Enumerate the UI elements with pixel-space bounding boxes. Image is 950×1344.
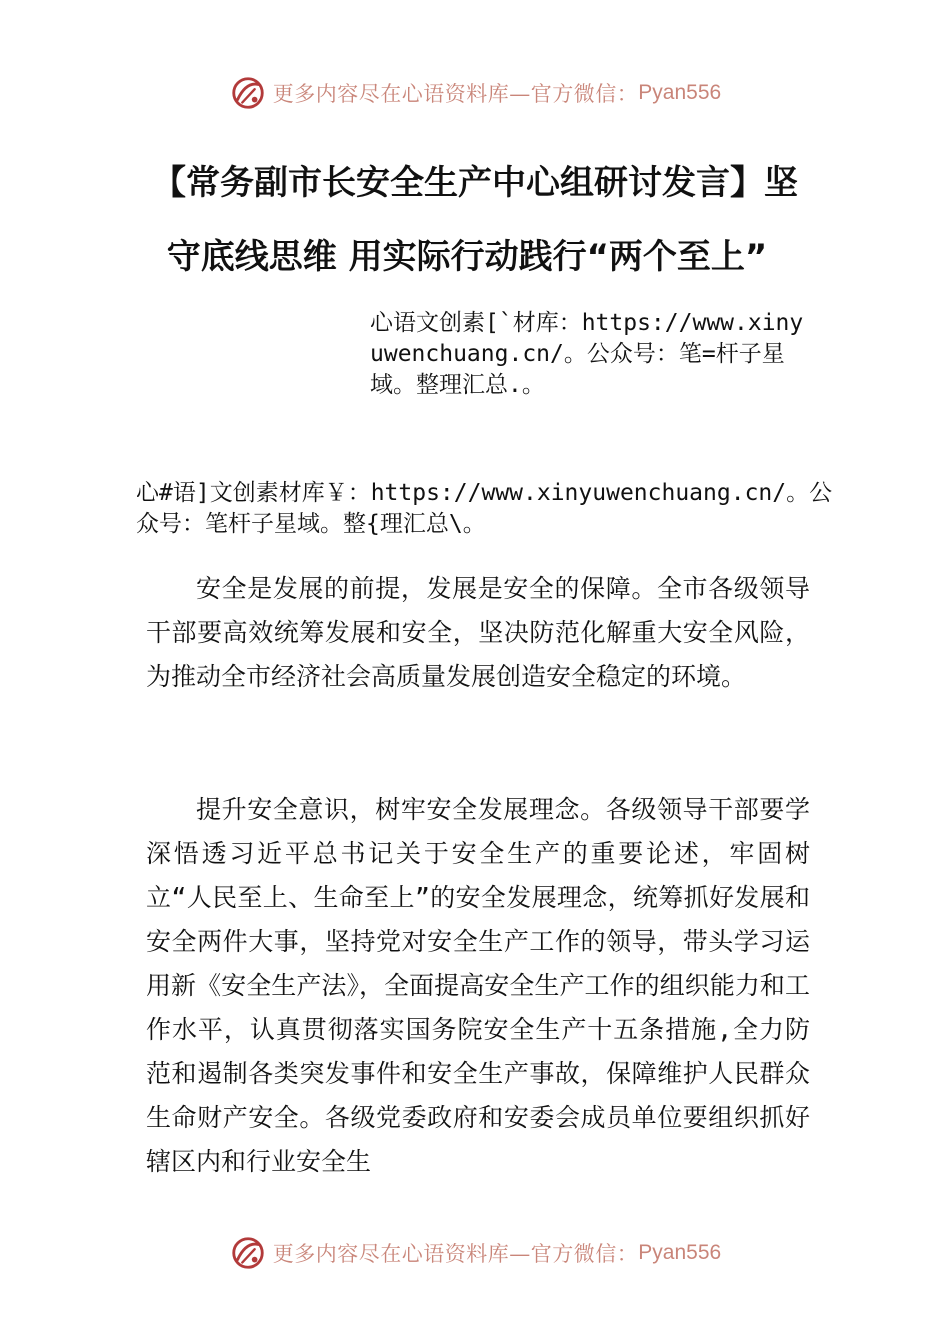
source-note-right: 心语文创素[`材库：https://www.xinyuwenchuang.cn/。公众号：笔=杆子星域。整理汇总.。: [370, 310, 804, 398]
xinyu-logo-icon: [229, 74, 267, 112]
body-paragraph: 安全是发展的前提，发展是安全的保障。全市各级领导干部要高效统筹发展和安全，坚决防范化解重大安全风险，为推动全市经济社会高质量发展创造安全稳定的环境。: [146, 574, 810, 691]
banner-text: 更多内容尽在心语资料库—官方微信：: [272, 1242, 639, 1266]
page-title-line-2: 守底线思维 用实际行动践行“两个至上”: [166, 237, 768, 277]
header-banner: [0, 68, 950, 118]
banner-text: 更多内容尽在心语资料库—官方微信：: [272, 82, 639, 106]
source-note-left: 心#语]文创素材库￥：https://www.xinyuwenchuang.cn/。公众号：笔杆子星域。整{理汇总\。: [136, 480, 833, 537]
page-title-line-1: 【常务副市长安全生产中心组研讨发言】坚: [152, 163, 798, 203]
wechat-id: Pyan556: [638, 1241, 722, 1264]
footer-banner: [0, 1228, 950, 1278]
xinyu-logo-icon: [229, 1234, 267, 1272]
body-paragraph: 提升安全意识，树牢安全发展理念。各级领导干部要学深悟透习近平总书记关于安全生产的重要论述，牢固树立“人民至上、生命至上”的安全发展理念，统筹抓好发展和安全两件大事，坚持党对安全生产工作的领导，带头学习运用新《安全生产法》，全面提高安全生产工作的组织能力和工作水平，认真贯彻落实国务院安全生产十五条措施,全力防范和遏制各类突发事件和安全生产事故，保障维护人民群众生命财产安全。各级党委政府和安委会成员单位要组织抓好辖区内和行业安全生: [146, 795, 810, 1176]
wechat-id: Pyan556: [638, 81, 722, 104]
